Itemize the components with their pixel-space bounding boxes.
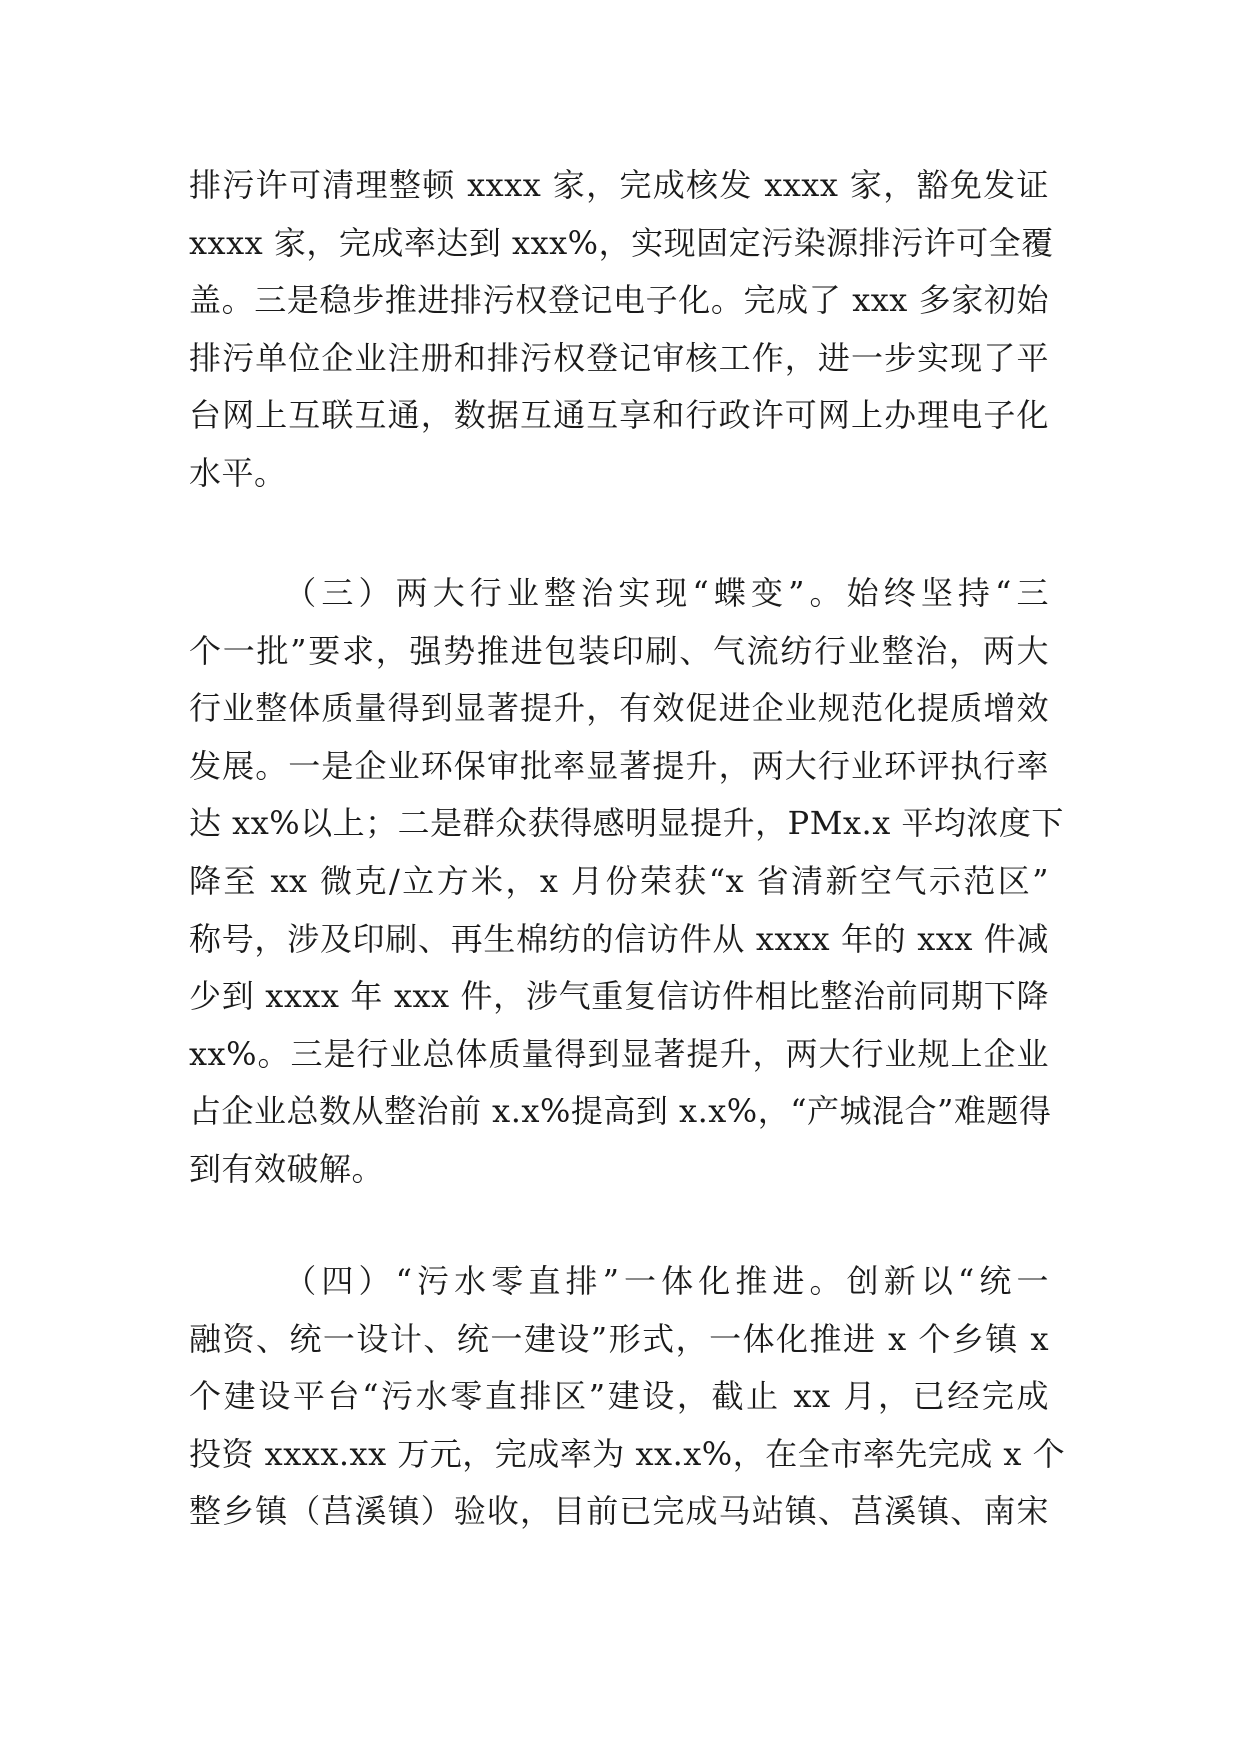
paragraph-line: 占企业总数从整治前 x.x%提高到 x.x%，“产城混合”难题得 [189,1092,1052,1131]
paragraph-line: 行业整体质量得到显著提升，有效促进企业规范化提质增效 [189,689,1049,728]
section-heading-line: （三）两大行业整治实现“蝶变”。始终坚持“三 [189,574,1049,612]
paragraph-line: xx%。三是行业总体质量得到显著提升，两大行业规上企业 [189,1034,1049,1073]
paragraph-line: 排污许可清理整顿 xxxx 家，完成核发 xxxx 家，豁免发证 [189,166,1049,204]
paragraph-line: 投资 xxxx.xx 万元，完成率为 xx.x%，在全市率先完成 x 个 [189,1434,1066,1473]
paragraph-line: 发展。一是企业环保审批率显著提升，两大行业环评执行率 [189,746,1049,785]
section-heading-line: （四）“污水零直排”一体化推进。创新以“统一 [189,1262,1049,1300]
paragraph-line: 少到 xxxx 年 xxx 件，涉气重复信访件相比整治前同期下降 [189,977,1049,1016]
paragraph-section-four [189,1253,1066,1541]
paragraph-line: 融资、统一设计、统一建设”形式，一体化推进 x 个乡镇 x [189,1319,1049,1358]
paragraph-line: xxxx 家，完成率达到 xxx%，实现固定污染源排污许可全覆 [189,223,1054,262]
paragraph-permits [189,157,1054,503]
paragraph-line: 个建设平台“污水零直排区”建设，截止 xx 月，已经完成 [189,1377,1049,1416]
paragraph-line: 个一批”要求，强势推进包装印刷、气流纺行业整治，两大 [189,631,1049,670]
paragraph-line: 台网上互联互通，数据互通互享和行政许可网上办理电子化 [189,396,1049,435]
paragraph-line: 达 xx%以上；二是群众获得感明显提升，PMx.x 平均浓度下 [189,804,1064,843]
paragraph-line: 排污单位企业注册和排污权登记审核工作，进一步实现了平 [189,338,1049,377]
paragraph-line: 到有效破解。 [189,1149,385,1188]
paragraph-line: 盖。三是稳步推进排污权登记电子化。完成了 xxx 多家初始 [189,281,1049,320]
paragraph-section-three [189,565,1064,1199]
paragraph-line: 水平。 [189,453,287,492]
paragraph-line: 整乡镇（莒溪镇）验收，目前已完成马站镇、莒溪镇、南宋 [189,1492,1049,1531]
paragraph-line: 称号，涉及印刷、再生棉纺的信访件从 xxxx 年的 xxx 件减 [189,919,1049,958]
paragraph-line: 降至 xx 微克/立方米，x 月份荣获“x 省清新空气示范区” [189,861,1049,900]
